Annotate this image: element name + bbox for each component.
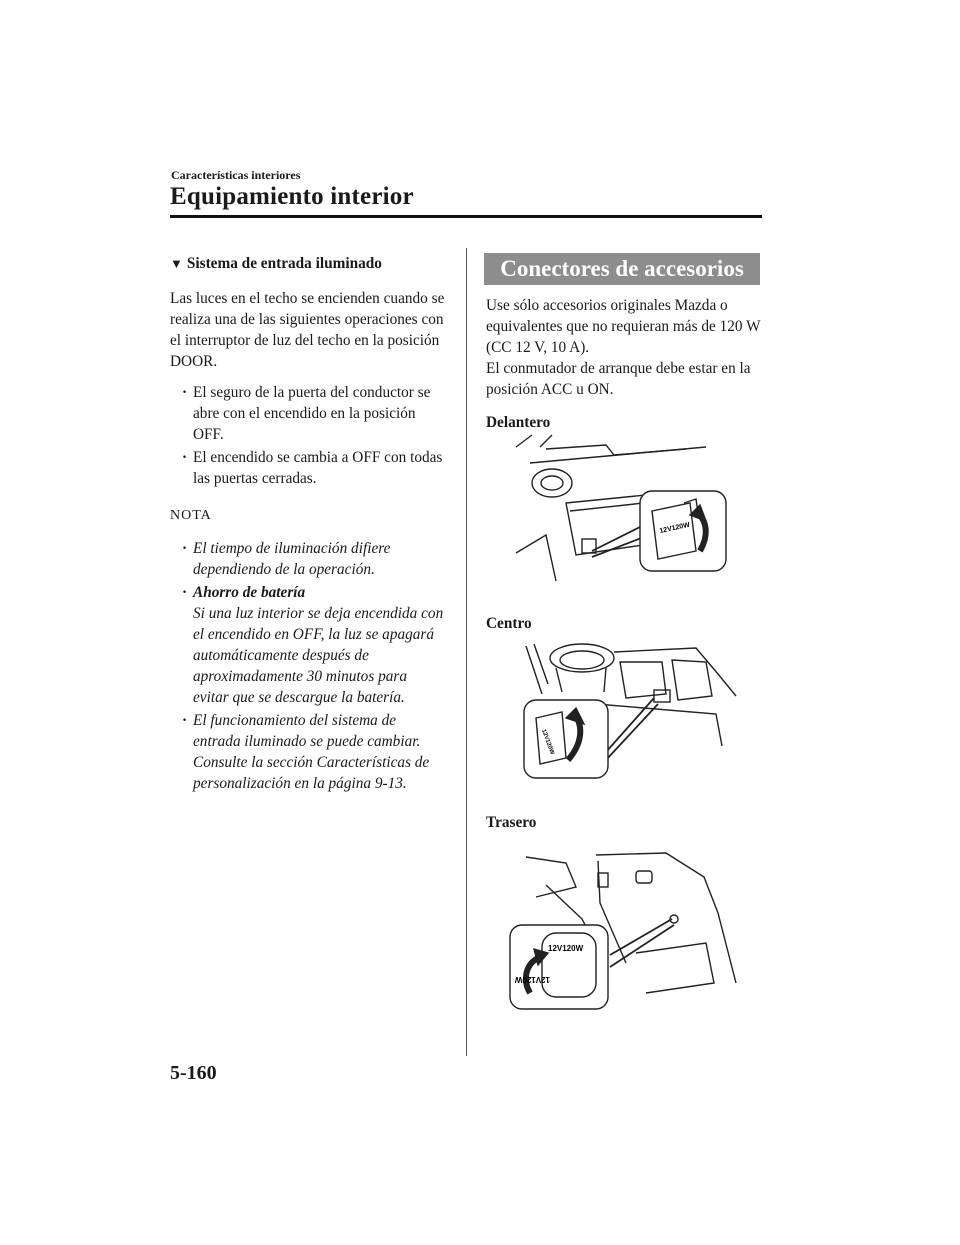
list-item: · El seguro de la puerta del conductor se abre con el encendido en la posición OFF. [182,382,445,445]
rear-accessory-socket-illustration [486,833,766,1013]
intro-paragraph: Las luces en el techo se encienden cuando se realiza una de las siguientes operaciones con el interruptor de luz del techo en la posición DOOR. [170,290,445,370]
floor-line [636,943,714,993]
cap-text: 12V120W [540,728,555,756]
note-item-title: Ahorro de batería [193,584,306,601]
figure-label-center: Centro [486,615,532,632]
cup-holder-inner [560,651,604,669]
note-item: · El funcionamiento del sistema de entrada iluminado se puede cambiar. Consulte la sección Características de personalización en la página 9-13. [182,710,445,794]
figure-label-rear: Trasero [486,814,537,831]
paragraph: El conmutador de arranque debe estar en la posición ACC u ON. [486,360,751,398]
chapter-label: Características interiores [171,168,301,182]
subsection-heading-text: Sistema de entrada iluminado [186,255,382,272]
dash-line [516,535,556,581]
pointer-line [606,704,658,760]
socket [654,690,670,702]
console-line [614,648,736,696]
section-title: Equipamiento interior [170,183,414,210]
cap-text-inverted: 12V120W [514,975,550,984]
dash-line [516,435,552,447]
left-column [170,253,445,796]
note-item [182,582,445,708]
knob-inner [541,476,563,490]
subsection-heading [170,253,445,274]
note-item-text: Si una luz interior se deja encendida con el encendido en OFF, la luz se apagará automáticamente después de aproximadamente 30 minutos para evitar que se descargue la batería. [193,605,444,706]
knob [532,469,572,497]
cup-holder [550,644,614,672]
section-banner: Conectores de accesorios [484,253,760,285]
condition-list [182,382,445,489]
zoom-inset [524,700,608,778]
page-number: 5-160 [170,1062,217,1084]
dash-line [570,503,644,511]
dash-line [546,445,686,455]
paragraph: Use sólo accesorios originales Mazda o equivalentes que no requieran más de 120 W (CC 12 V, 10 A). [486,297,761,356]
note-list [182,538,445,794]
zoom-inset [640,491,726,571]
note-label: NOTA [170,508,212,523]
center-accessory-socket-illustration [486,634,766,794]
latch [636,871,652,883]
trim-line [596,853,736,983]
seat-line [526,857,576,897]
figure-label-front: Delantero [486,414,551,431]
console-line [526,644,548,694]
tray [672,660,712,700]
tray [620,662,666,698]
cap-text: 12V120W [548,944,584,953]
front-accessory-socket-illustration [486,433,766,595]
header-rule [170,215,762,218]
right-column [486,253,764,1013]
pointer-line [610,925,674,967]
triangle-marker-icon: ▼ [170,256,183,271]
cap-text: 12V120W [658,521,691,535]
console-line [596,704,722,746]
list-item: · El encendido se cambia a OFF con todas las puertas cerradas. [182,447,445,489]
note-item: · El tiempo de iluminación difiere dependiendo de la operación. [182,538,445,580]
column-divider [466,248,467,1056]
